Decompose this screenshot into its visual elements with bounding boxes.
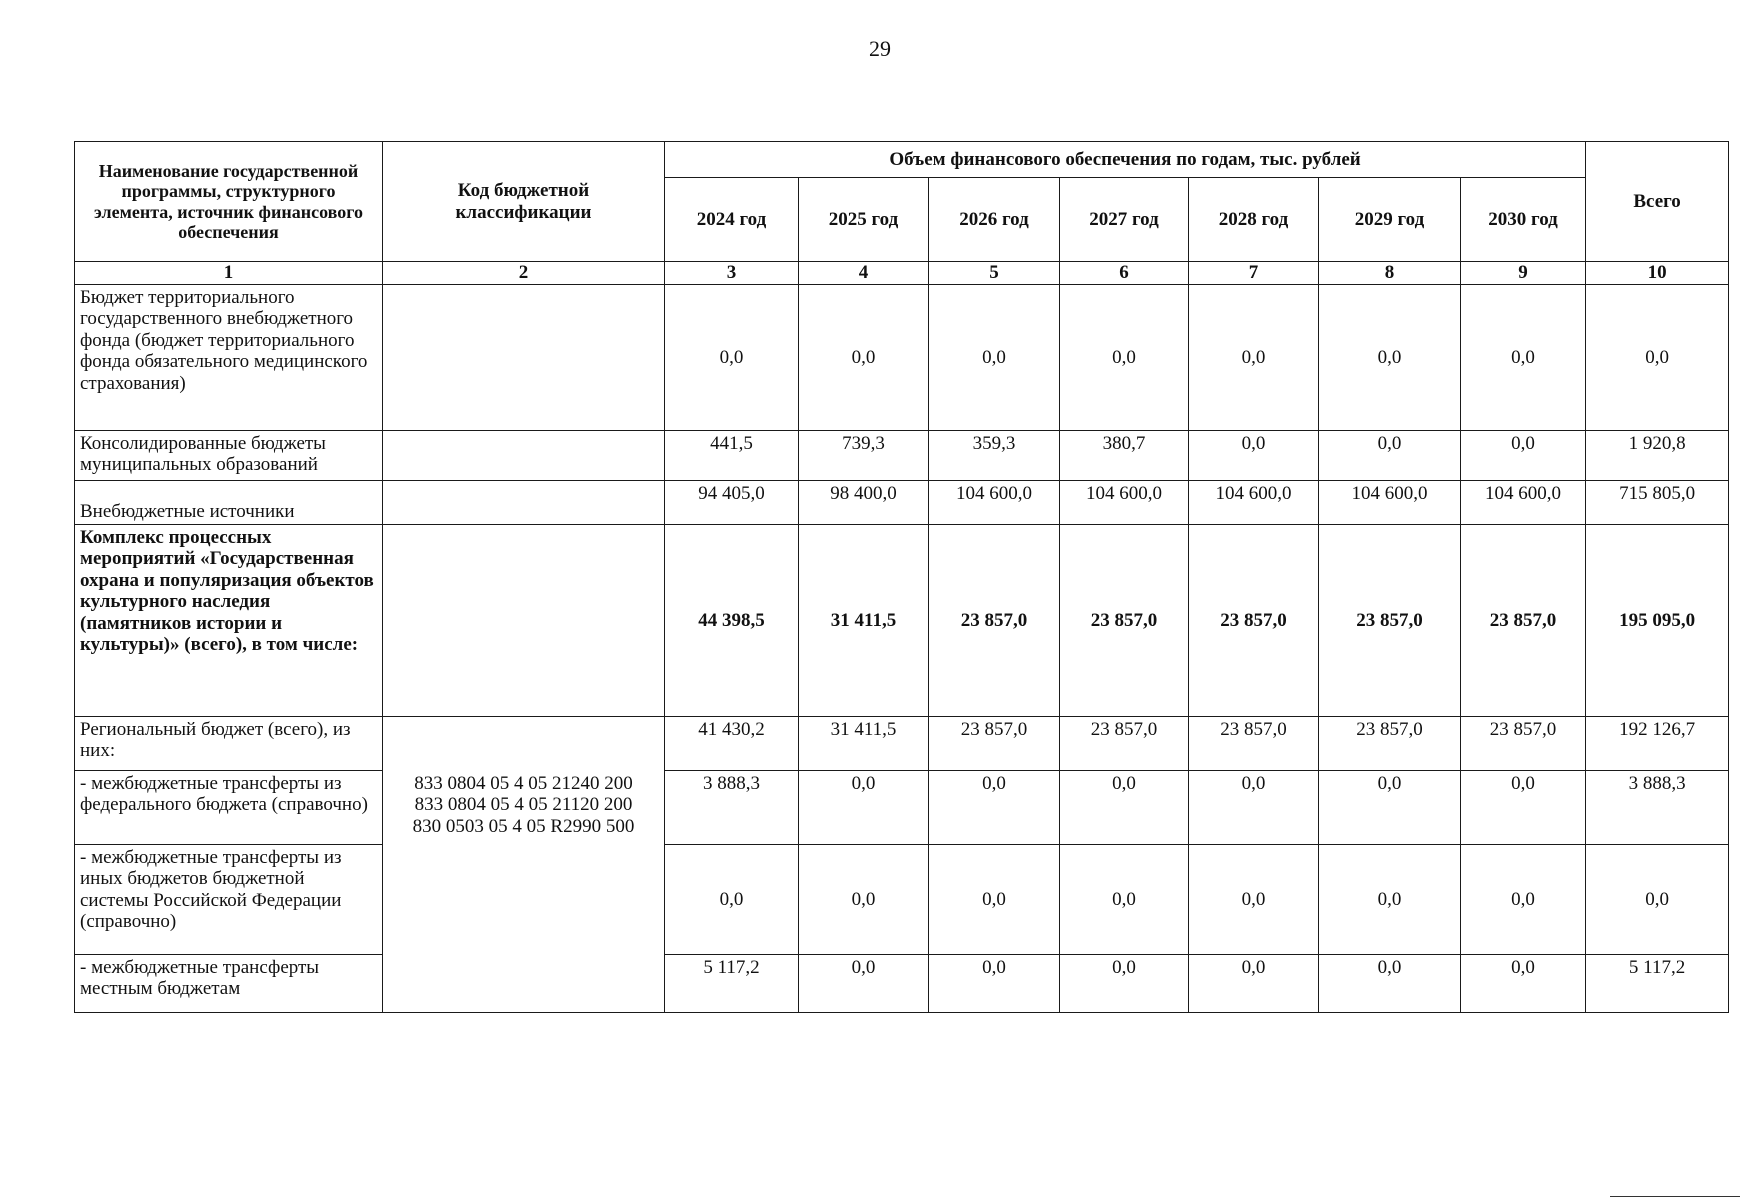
header-year: 2028 год	[1189, 178, 1319, 262]
row-name: - межбюджетные трансферты из иных бюджетов бюджетной системы Российской Федерации (справочно)	[75, 845, 383, 955]
row-name: - межбюджетные трансферты местным бюджетам	[75, 955, 383, 1013]
cell-value: 0,0	[1060, 845, 1189, 955]
column-number: 2	[383, 262, 665, 285]
cell-value: 23 857,0	[1319, 525, 1461, 717]
cell-value: 0,0	[1189, 845, 1319, 955]
cell-total: 0,0	[1586, 285, 1729, 431]
header-year: 2025 год	[799, 178, 929, 262]
cell-value: 98 400,0	[799, 481, 929, 525]
cell-value: 359,3	[929, 431, 1060, 481]
budget-code: 830 0503 05 4 05 R2990 500	[412, 815, 635, 837]
column-number: 10	[1586, 262, 1729, 285]
column-number: 9	[1461, 262, 1586, 285]
row-code-empty	[383, 525, 665, 717]
column-number: 6	[1060, 262, 1189, 285]
row-name: - межбюджетные трансферты из федерального бюджета (справочно)	[75, 771, 383, 845]
cell-value: 380,7	[1060, 431, 1189, 481]
header-year: 2030 год	[1461, 178, 1586, 262]
cell-total: 1 920,8	[1586, 431, 1729, 481]
cell-value: 0,0	[1319, 285, 1461, 431]
cell-value: 0,0	[1461, 955, 1586, 1013]
cell-value: 0,0	[799, 845, 929, 955]
table-row-complex	[75, 525, 1729, 717]
cell-value: 0,0	[1319, 955, 1461, 1013]
header-name: Наименование государственной программы, структурного элемента, источник финансового обеспечения	[75, 142, 383, 262]
cell-value: 0,0	[929, 285, 1060, 431]
table-row	[75, 845, 1729, 955]
cell-value: 441,5	[665, 431, 799, 481]
cell-total: 5 117,2	[1586, 955, 1729, 1013]
cell-total: 715 805,0	[1586, 481, 1729, 525]
cell-value: 0,0	[1461, 845, 1586, 955]
row-name: Комплекс процессных мероприятий «Государственная охрана и популяризация объектов культурного наследия (памятников истории и культуры)» (всего), в том числе:	[75, 525, 383, 717]
cell-value: 0,0	[1189, 771, 1319, 845]
header-code: Код бюджетной классификации	[383, 142, 665, 262]
cell-total: 3 888,3	[1586, 771, 1729, 845]
cell-value: 0,0	[929, 955, 1060, 1013]
row-code-empty	[383, 285, 665, 431]
table-row	[75, 285, 1729, 431]
column-number: 8	[1319, 262, 1461, 285]
cell-value: 23 857,0	[1189, 525, 1319, 717]
cell-value: 23 857,0	[929, 717, 1060, 771]
cell-value: 23 857,0	[1060, 525, 1189, 717]
header-volume: Объем финансового обеспечения по годам, тыс. рублей	[665, 142, 1586, 178]
cell-value: 31 411,5	[799, 717, 929, 771]
cell-value: 3 888,3	[665, 771, 799, 845]
column-number: 7	[1189, 262, 1319, 285]
cell-value: 0,0	[1319, 431, 1461, 481]
cell-value: 23 857,0	[1461, 525, 1586, 717]
cell-total: 192 126,7	[1586, 717, 1729, 771]
cell-value: 0,0	[799, 285, 929, 431]
cell-value: 104 600,0	[1060, 481, 1189, 525]
table-row	[75, 481, 1729, 525]
cell-value: 23 857,0	[1461, 717, 1586, 771]
cell-value: 0,0	[665, 845, 799, 955]
row-name: Консолидированные бюджеты муниципальных образований	[75, 431, 383, 481]
header-year: 2026 год	[929, 178, 1060, 262]
cell-value: 0,0	[1060, 955, 1189, 1013]
table-row	[75, 955, 1729, 1013]
row-name: Бюджет территориального государственного внебюджетного фонда (бюджет территориального фонда обязательного медицинского страхования)	[75, 285, 383, 431]
cell-value: 44 398,5	[665, 525, 799, 717]
column-number: 5	[929, 262, 1060, 285]
cell-value: 104 600,0	[1319, 481, 1461, 525]
cell-value: 739,3	[799, 431, 929, 481]
header-year: 2024 год	[665, 178, 799, 262]
cell-value: 0,0	[1319, 845, 1461, 955]
table-row	[75, 431, 1729, 481]
budget-code: 833 0804 05 4 05 21240 200	[414, 773, 633, 794]
table-row	[75, 771, 1729, 845]
cell-value: 0,0	[1319, 771, 1461, 845]
cell-value: 0,0	[799, 771, 929, 845]
page-number: 29	[869, 36, 891, 61]
cell-value: 104 600,0	[1189, 481, 1319, 525]
cell-value: 23 857,0	[1189, 717, 1319, 771]
cell-value: 0,0	[1189, 955, 1319, 1013]
cell-value: 23 857,0	[1319, 717, 1461, 771]
cell-value: 23 857,0	[929, 525, 1060, 717]
header-row-1	[75, 142, 1729, 178]
cell-value: 0,0	[665, 285, 799, 431]
cell-value: 0,0	[929, 771, 1060, 845]
cell-value: 23 857,0	[1060, 717, 1189, 771]
budget-table	[74, 141, 1729, 1013]
cell-value: 0,0	[1189, 285, 1319, 431]
cell-value: 0,0	[929, 845, 1060, 955]
cell-value: 0,0	[1461, 285, 1586, 431]
cell-value: 5 117,2	[665, 955, 799, 1013]
budget-codes	[383, 717, 665, 1013]
header-row-numbers	[75, 262, 1729, 285]
row-code-empty	[383, 431, 665, 481]
header-year: 2029 год	[1319, 178, 1461, 262]
cell-value: 41 430,2	[665, 717, 799, 771]
column-number: 4	[799, 262, 929, 285]
row-name: Внебюджетные источники	[75, 481, 383, 525]
column-number: 1	[75, 262, 383, 285]
footer-rule	[1610, 1196, 1740, 1197]
row-name: Региональный бюджет (всего), из них:	[75, 717, 383, 771]
table-row	[75, 717, 1729, 771]
cell-value: 0,0	[799, 955, 929, 1013]
cell-value: 104 600,0	[1461, 481, 1586, 525]
cell-total: 0,0	[1586, 845, 1729, 955]
cell-value: 0,0	[1461, 431, 1586, 481]
cell-value: 94 405,0	[665, 481, 799, 525]
cell-value: 0,0	[1060, 285, 1189, 431]
cell-value: 0,0	[1060, 771, 1189, 845]
cell-value: 31 411,5	[799, 525, 929, 717]
cell-value: 104 600,0	[929, 481, 1060, 525]
header-total: Всего	[1586, 142, 1729, 262]
cell-value: 0,0	[1189, 431, 1319, 481]
header-year: 2027 год	[1060, 178, 1189, 262]
budget-code: 833 0804 05 4 05 21120 200	[414, 794, 633, 816]
row-code-empty	[383, 481, 665, 525]
cell-total: 195 095,0	[1586, 525, 1729, 717]
column-number: 3	[665, 262, 799, 285]
cell-value: 0,0	[1461, 771, 1586, 845]
